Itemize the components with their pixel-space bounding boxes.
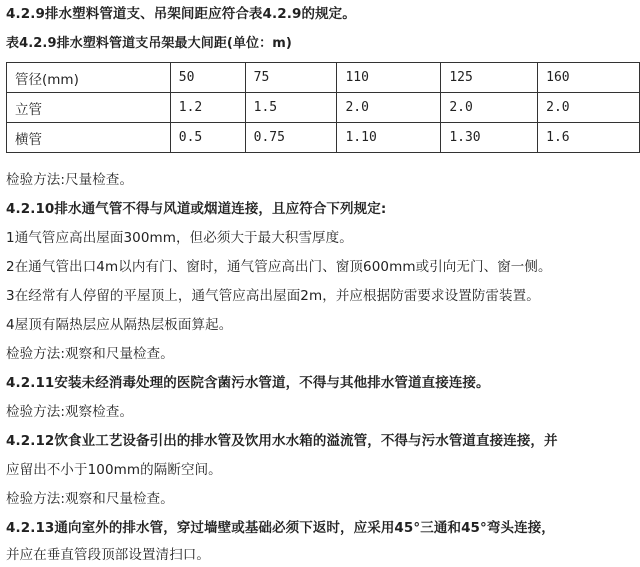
table-cell: 2.0 [441,93,538,123]
table-cell: 0.75 [245,123,337,153]
table-cell: 2.0 [337,93,441,123]
clause-4-2-13-continuation: 并应在垂直管段顶部设置清扫口。 [6,547,210,563]
table-caption: 表4.2.9排水塑料管道支吊架最大间距(单位：m) [6,36,292,51]
inspection-method: 检验方法:观察检查。 [6,404,134,420]
inspection-method: 检验方法:观察和尺量检查。 [6,491,174,507]
clause-4-2-13-heading: 4.2.13通向室外的排水管，穿过墙壁或基础必须下返时，应采用45°三通和45°弯头连接， [6,520,555,536]
list-item: 4屋顶有隔热层应从隔热层板面算起。 [6,317,233,333]
inspection-method: 检验方法:观察和尺量检查。 [6,346,174,362]
table-cell: 横管 [7,123,171,153]
table-row [7,93,640,123]
spacing-table [6,62,640,153]
table-cell: 0.5 [170,123,245,153]
list-item: 1通气管应高出屋面300mm，但必须大于最大积雪厚度。 [6,230,353,246]
table-cell: 1.30 [441,123,538,153]
table-cell: 110 [337,63,441,93]
clause-4-2-9-heading: 4.2.9排水塑料管道支、吊架间距应符合表4.2.9的规定。 [6,6,356,22]
table-cell: 1.5 [245,93,337,123]
table-cell: 立管 [7,93,171,123]
list-item: 2在通气管出口4m以内有门、窗时，通气管应高出门、窗顶600mm或引向无门、窗一侧。 [6,259,552,275]
table-cell: 管径(mm) [7,63,171,93]
table-cell: 50 [170,63,245,93]
table-cell: 1.2 [170,93,245,123]
clause-4-2-11-heading: 4.2.11安装未经消毒处理的医院含菌污水管道，不得与其他排水管道直接连接。 [6,375,490,391]
table-cell: 1.6 [538,123,640,153]
clause-4-2-10-heading: 4.2.10排水通气管不得与风道或烟道连接，且应符合下列规定: [6,201,387,217]
table-cell: 1.10 [337,123,441,153]
table-header-row [7,63,640,93]
table-cell: 75 [245,63,337,93]
clause-4-2-12-continuation: 应留出不小于100mm的隔断空间。 [6,462,222,478]
table-row [7,123,640,153]
table-cell: 125 [441,63,538,93]
table-cell: 2.0 [538,93,640,123]
table-cell: 160 [538,63,640,93]
list-item: 3在经常有人停留的平屋顶上，通气管应高出屋面2m，并应根据防雷要求设置防雷装置。 [6,288,540,304]
clause-4-2-12-heading: 4.2.12饮食业工艺设备引出的排水管及饮用水水箱的溢流管，不得与污水管道直接连接，并 [6,433,558,449]
inspection-method: 检验方法:尺量检查。 [6,172,134,188]
